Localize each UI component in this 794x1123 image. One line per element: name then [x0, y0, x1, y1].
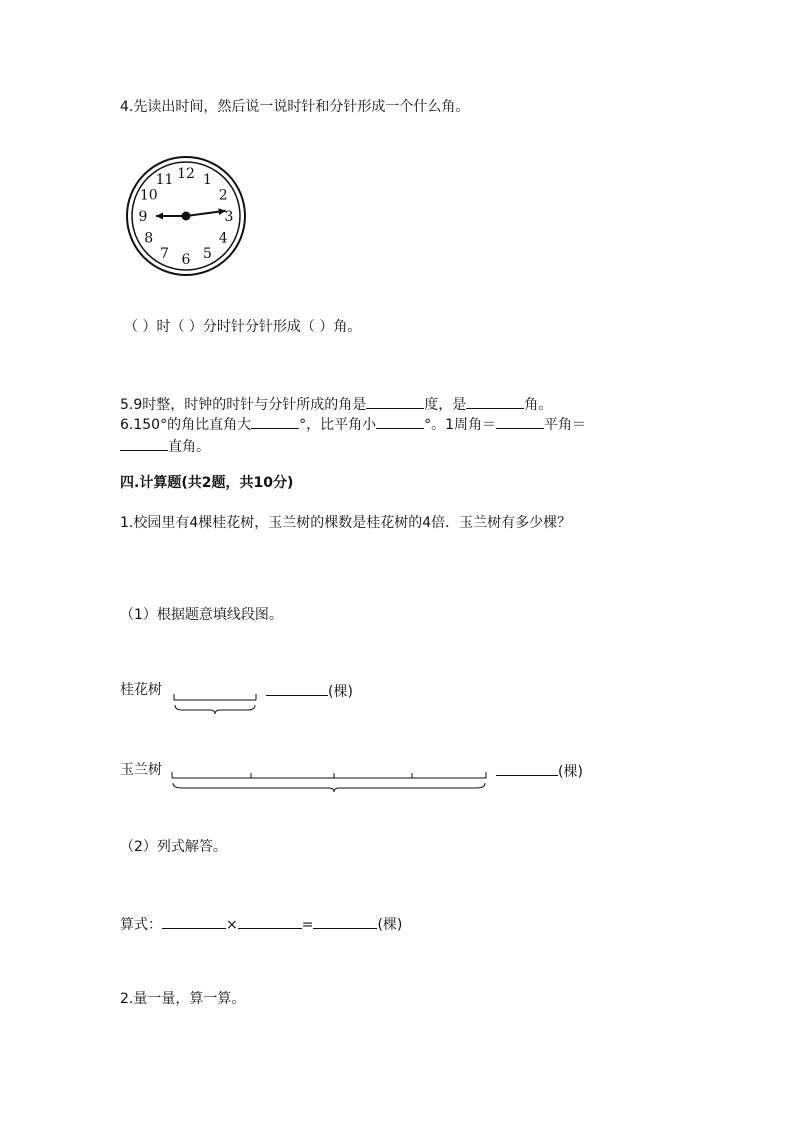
- tree1-segment-diagram: [172, 688, 262, 718]
- tree1-brace: [175, 705, 255, 714]
- tree2-unit: (棵): [558, 764, 583, 780]
- q4-answer-line: （ ）时（ ）分时针分针形成（ ）角。: [124, 319, 362, 335]
- q5-blank-degrees[interactable]: [366, 394, 424, 409]
- q5-line: [120, 394, 552, 414]
- clock-number: 12: [177, 166, 195, 182]
- calc2-prompt: 2.量一量，算一算。: [120, 991, 246, 1007]
- tree1-count-line: [266, 681, 353, 701]
- formula-line: [120, 914, 402, 934]
- formula-blank-3[interactable]: [313, 914, 377, 929]
- q4-prompt: 4.先读出时间，然后说一说时针和分针形成一个什么角。: [120, 99, 470, 115]
- times-sign: ×: [226, 917, 238, 933]
- clock-number: 11: [155, 171, 174, 188]
- q6-blank-3[interactable]: [496, 414, 544, 429]
- clock-number: 2: [218, 187, 228, 204]
- q5-text-c: 角。: [524, 397, 553, 413]
- equals-sign: =: [301, 917, 314, 933]
- tree2-segment-diagram: [170, 766, 490, 796]
- formula-label: 算式：: [120, 917, 162, 933]
- q6-text-c: °。1周角＝: [424, 417, 497, 433]
- clock-number: 9: [138, 209, 148, 225]
- tree2-count-line: [496, 761, 583, 781]
- clock-number: 7: [160, 246, 169, 263]
- clock-center: [182, 212, 191, 221]
- calc1-prompt: 1.校园里有4棵桂花树，玉兰树的棵数是桂花树的4倍．玉兰树有多少棵？: [120, 515, 572, 531]
- clock-number: 5: [203, 246, 212, 263]
- q6-blank-2[interactable]: [376, 414, 424, 429]
- q6-text-a: 6.150°的角比直角大: [120, 417, 252, 433]
- clock-number: 8: [144, 230, 154, 247]
- tree1-label: 桂花树: [120, 682, 162, 698]
- calc1-step1: （1）根据题意填线段图。: [120, 607, 283, 623]
- clock-number: 1: [203, 171, 212, 188]
- tree2-label: 玉兰树: [120, 762, 162, 778]
- clock-minute-hand-tip: [156, 213, 163, 220]
- q5-text-b: 度，是: [424, 397, 467, 413]
- q6-blank-1[interactable]: [251, 414, 299, 429]
- tree1-count-blank[interactable]: [266, 681, 328, 696]
- q6-text-e: 直角。: [168, 439, 210, 455]
- q6-blank-4[interactable]: [120, 436, 168, 451]
- q6-line-1: [120, 414, 586, 434]
- clock-number: 6: [181, 252, 191, 268]
- clock-number: 4: [218, 230, 228, 247]
- clock-number: 3: [224, 209, 234, 225]
- clock-figure: [126, 156, 250, 280]
- q5-text-a: 5.9时整，时钟的时针与分针所成的角是: [120, 397, 367, 413]
- q6-text-d: 平角＝: [544, 417, 587, 433]
- tree2-brace: [173, 783, 485, 792]
- formula-blank-1[interactable]: [162, 914, 226, 929]
- section-4-title: 四.计算题(共2题，共10分): [120, 475, 294, 491]
- q6-line-2: [120, 436, 210, 456]
- calc1-step2: （2）列式解答。: [120, 839, 227, 855]
- tree2-count-blank[interactable]: [496, 761, 558, 776]
- tree1-unit: (棵): [328, 684, 353, 700]
- clock-number: 10: [139, 187, 158, 204]
- formula-blank-2[interactable]: [238, 914, 302, 929]
- q6-text-b: °，比平角小: [299, 417, 377, 433]
- q5-blank-angle-type[interactable]: [466, 394, 524, 409]
- formula-unit: (棵): [377, 917, 403, 933]
